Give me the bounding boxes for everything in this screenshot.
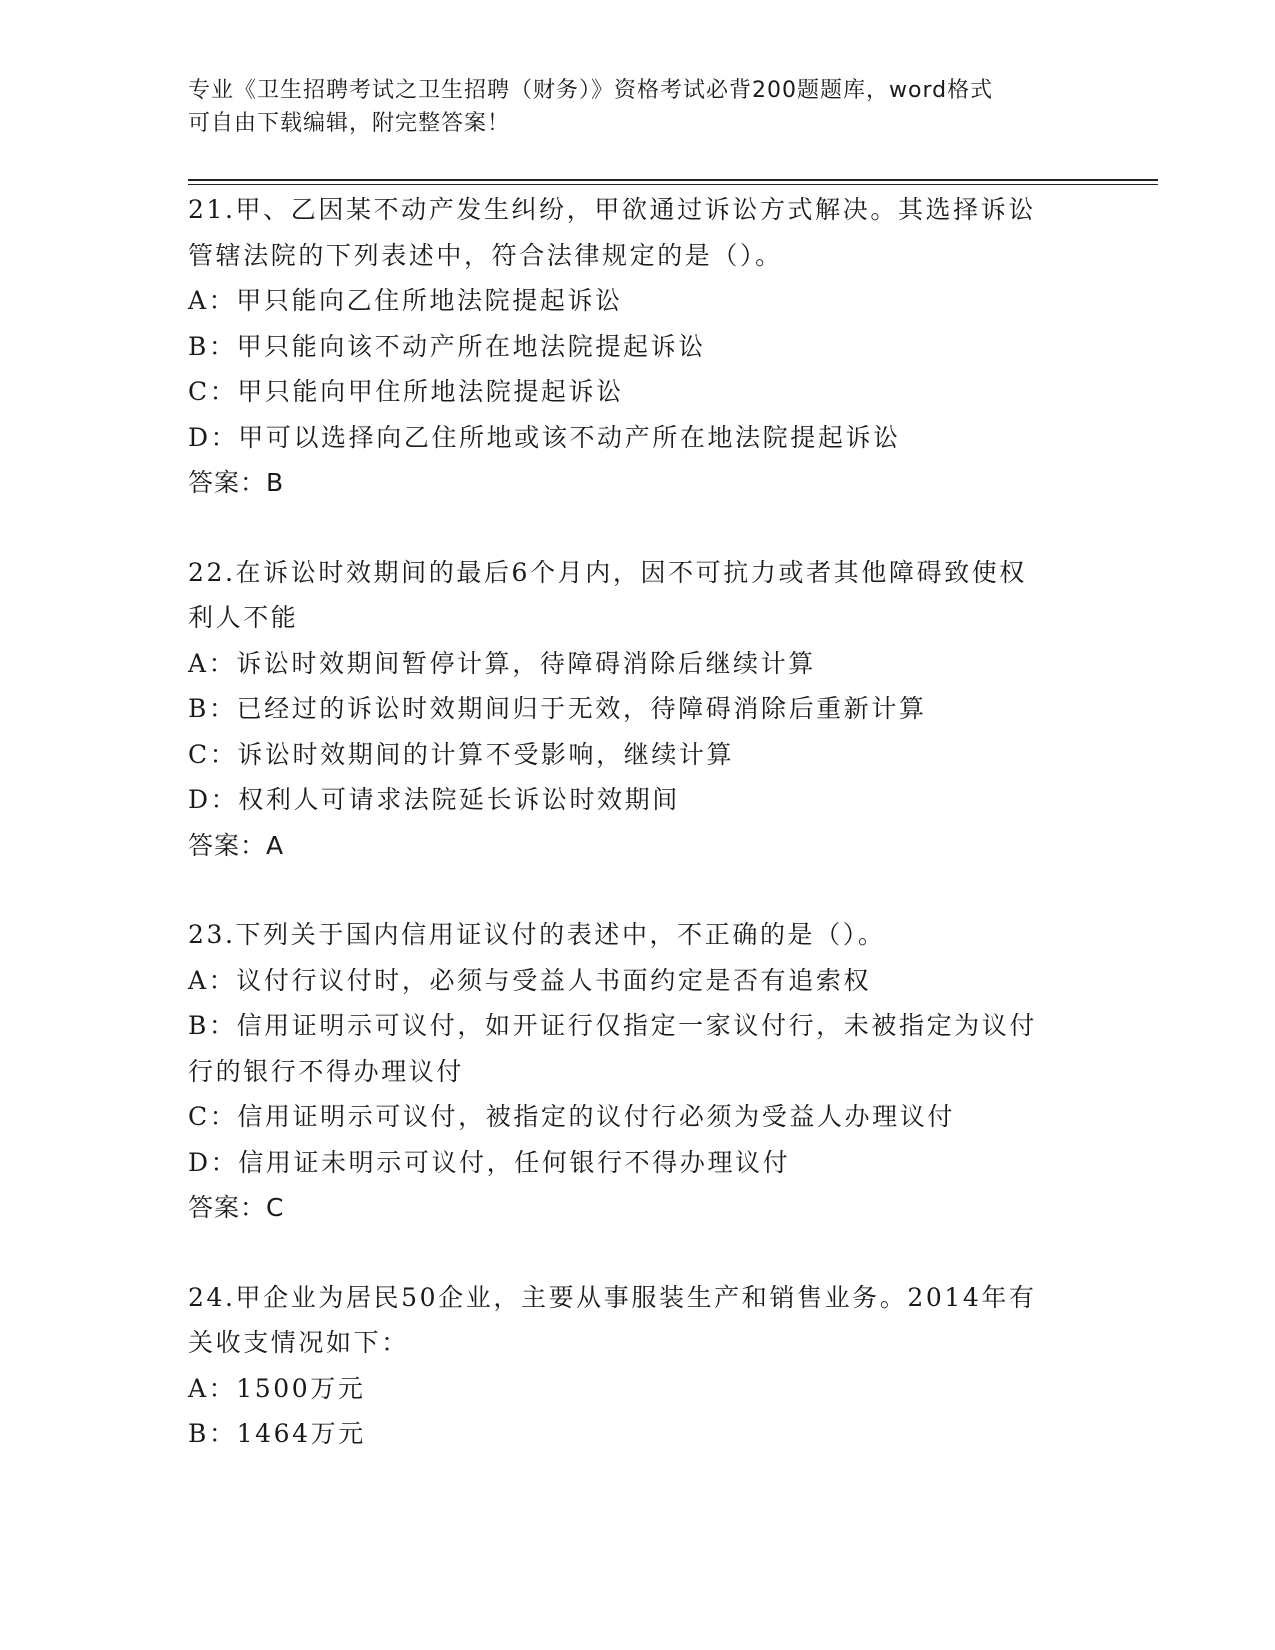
question-stem-line: 22.在诉讼时效期间的最后6个月内，因不可抗力或者其他障碍致使权 (188, 557, 1027, 587)
answer-option: C：信用证明示可议付，被指定的议付行必须为受益人办理议付 (188, 1102, 955, 1131)
question-stem-line: 管辖法院的下列表述中，符合法律规定的是（）。 (188, 240, 783, 270)
answer-option: A：议付行议付时，必须与受益人书面约定是否有追索权 (188, 965, 872, 995)
answer-option: D：权利人可请求法院延长诉讼时效期间 (188, 785, 680, 814)
answer-key: 答案：B (188, 468, 285, 497)
answer-option: A：诉讼时效期间暂停计算，待障碍消除后继续计算 (188, 648, 816, 678)
question-stem-line: 关收支情况如下： (188, 1328, 409, 1357)
answer-key: 答案：C (188, 1193, 285, 1222)
answer-option: B：信用证明示可议付，如开证行仅指定一家议付行，未被指定为议付 (188, 1011, 1037, 1040)
question-stem-line: 利人不能 (188, 603, 299, 632)
answer-option: B：1464万元 (188, 1419, 366, 1448)
answer-option: D：信用证未明示可议付，任何银行不得办理议付 (188, 1147, 791, 1177)
answer-key: 答案：A (188, 830, 285, 860)
answer-option: C：诉讼时效期间的计算不受影响，继续计算 (188, 739, 735, 769)
question-block (188, 187, 1088, 506)
question-block (188, 1275, 1088, 1457)
question-stem-line: 24.甲企业为居民50企业，主要从事服装生产和销售业务。2014年有 (188, 1282, 1037, 1312)
question-block (188, 550, 1088, 869)
question-stem-line: 21.甲、乙因某不动产发生纠纷，甲欲通过诉讼方式解决。其选择诉讼 (188, 195, 1036, 224)
question-stem-line: 23.下列关于国内信用证议付的表述中，不正确的是（）。 (188, 920, 886, 949)
answer-option: C：甲只能向甲住所地法院提起诉讼 (188, 377, 624, 406)
question-block (188, 912, 1088, 1231)
answer-option: A：甲只能向乙住所地法院提起诉讼 (188, 286, 623, 315)
answer-option: D：甲可以选择向乙住所地或该不动产所在地法院提起诉讼 (188, 422, 901, 452)
answer-option: B：已经过的诉讼时效期间归于无效，待障碍消除后重新计算 (188, 694, 927, 723)
document-header (188, 74, 1088, 140)
question-list (188, 187, 1088, 1501)
header-divider-thin (188, 184, 1158, 185)
answer-option: 行的银行不得办理议付 (188, 1056, 465, 1086)
answer-option: B：甲只能向该不动产所在地法院提起诉讼 (188, 331, 706, 361)
answer-option: A：1500万元 (188, 1373, 366, 1403)
header-line-2: 可自由下载编辑，附完整答案！ (188, 111, 511, 136)
header-divider-thick (188, 179, 1158, 181)
header-line-1: 专业《卫生招聘考试之卫生招聘（财务）》资格考试必背200题题库，word格式 (188, 78, 994, 103)
